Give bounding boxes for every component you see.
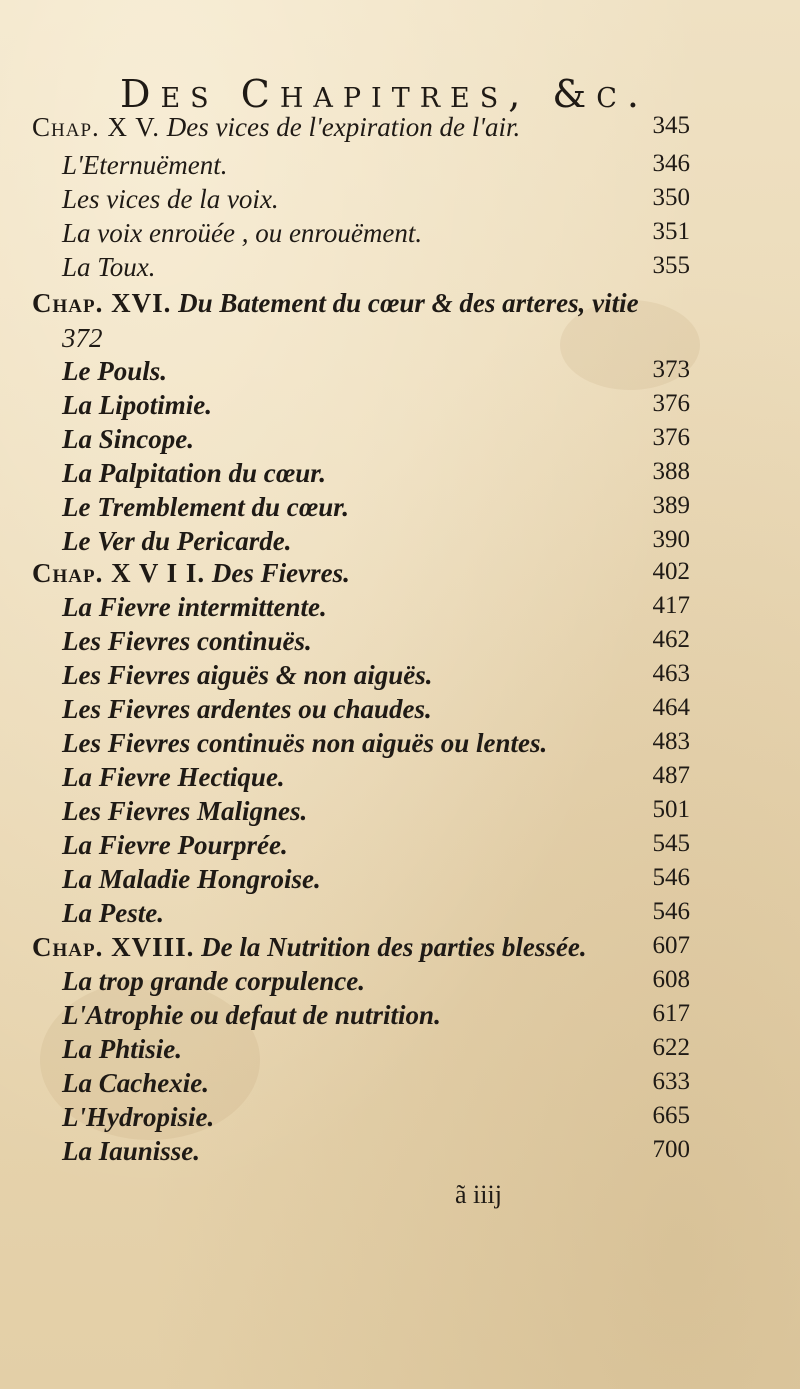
entry-text: Du Batement du cœur & des arteres, vitie (178, 288, 639, 318)
entry-text: La Iaunisse. (62, 1136, 201, 1166)
entry-title (62, 424, 194, 455)
entry-title (62, 323, 103, 354)
entry-title (62, 218, 422, 249)
entry-text: Les vices de la voix. (62, 184, 279, 214)
toc-entry (0, 1136, 800, 1174)
entry-title (62, 184, 279, 215)
entry-text: L'Atrophie ou defaut de nutrition. (62, 1000, 441, 1030)
entry-title (62, 626, 312, 657)
entry-text: Les Fievres Malignes. (62, 796, 308, 826)
toc-entry (0, 424, 800, 462)
entry-text: L'Eternuëment. (62, 150, 228, 180)
page-number: 464 (652, 694, 690, 721)
toc-entry (0, 660, 800, 698)
entry-title (62, 252, 156, 283)
page-number: 462 (652, 626, 690, 653)
entry-title (62, 1034, 182, 1065)
page-number: 608 (652, 966, 690, 993)
chapter-number: Chap. X V I I. (32, 558, 206, 588)
chapter-number: Chap. XVIII. (32, 932, 195, 962)
entry-title (62, 966, 365, 997)
page-number: 501 (652, 796, 690, 823)
entry-title (62, 864, 321, 895)
toc-entry (0, 458, 800, 496)
page-number: 350 (652, 184, 690, 211)
entry-text: La Fievre Hectique. (62, 762, 285, 792)
toc-entry (0, 1068, 800, 1106)
entry-text: Le Pouls. (62, 356, 167, 386)
toc-entry (0, 626, 800, 664)
toc-entry (0, 390, 800, 428)
entry-text: La Palpitation du cœur. (62, 458, 327, 488)
page-number: 389 (652, 492, 690, 519)
signature-mark: ã iiij (455, 1180, 502, 1209)
entry-text: La trop grande corpulence. (62, 966, 365, 996)
entry-text: Les Fievres continuës non aiguës ou lentes. (62, 728, 548, 758)
page-number: 700 (652, 1136, 690, 1163)
toc-entry (0, 252, 800, 290)
entry-title (62, 1000, 441, 1031)
chapter-number: Chap. X V. (32, 112, 161, 142)
toc-entry (0, 762, 800, 800)
entry-title (62, 762, 285, 793)
entry-text: La Maladie Hongroise. (62, 864, 321, 894)
page-number: 388 (652, 458, 690, 485)
entry-title (62, 660, 433, 691)
page-number: 463 (652, 660, 690, 687)
page-number: 351 (652, 218, 690, 245)
entry-text: La Lipotimie. (62, 390, 212, 420)
page-number: 487 (652, 762, 690, 789)
page-number: 376 (652, 390, 690, 417)
toc-entry (0, 1000, 800, 1038)
entry-title (62, 796, 307, 827)
entry-title (32, 932, 587, 963)
entry-text: Les Fievres continuës. (62, 626, 312, 656)
entry-text: La Fievre Pourprée. (62, 830, 288, 860)
chapter-row (0, 558, 800, 596)
page-number: 346 (652, 150, 690, 177)
page-number: 607 (652, 932, 690, 959)
chapter-row (0, 112, 800, 150)
page-number: 665 (652, 1102, 690, 1129)
entry-text: Le Tremblement du cœur. (62, 492, 349, 522)
page-number: 633 (652, 1068, 690, 1095)
entry-title (62, 390, 212, 421)
entry-text: 372 (62, 323, 103, 353)
toc-entry (0, 830, 800, 868)
entry-title (62, 458, 326, 489)
page-number: 345 (652, 112, 690, 139)
chapter-number: Chap. XVI. (32, 288, 172, 318)
chapter-row (0, 932, 800, 970)
toc-entry (0, 1034, 800, 1072)
entry-title (62, 830, 288, 861)
entry-text: La Cachexie. (62, 1068, 209, 1098)
page-number: 546 (652, 864, 690, 891)
entry-title (32, 112, 520, 143)
entry-title (62, 356, 167, 387)
entry-title (62, 1136, 200, 1167)
entry-title (62, 728, 547, 759)
page-number: 402 (652, 558, 690, 585)
entry-text: La Phtisie. (62, 1034, 182, 1064)
page-number: 483 (652, 728, 690, 755)
toc-entry (0, 796, 800, 834)
chapter-row (0, 288, 800, 326)
toc-entry (0, 966, 800, 1004)
entry-title (62, 592, 327, 623)
entry-text: De la Nutrition des parties blessée. (201, 932, 587, 962)
toc-entry (0, 728, 800, 766)
entry-text: La Sincope. (62, 424, 194, 454)
entry-text: La Fievre intermittente. (62, 592, 327, 622)
toc-entry (0, 592, 800, 630)
toc-entry (0, 218, 800, 256)
page-number: 546 (652, 898, 690, 925)
entry-text: La voix enroüée , ou enrouëment. (62, 218, 423, 248)
toc-entry (0, 150, 800, 188)
page-number: 417 (652, 592, 690, 619)
entry-text: La Toux. (62, 252, 156, 282)
entry-text: Des Fievres. (211, 558, 350, 588)
toc-entry (0, 864, 800, 902)
toc-entry (0, 898, 800, 936)
entry-text: Les Fievres ardentes ou chaudes. (62, 694, 432, 724)
entry-title (32, 558, 350, 589)
page-number: 373 (652, 356, 690, 383)
page-number: 376 (652, 424, 690, 451)
toc-entry (0, 694, 800, 732)
page-number: 617 (652, 1000, 690, 1027)
toc-entry (0, 1102, 800, 1140)
entry-title (62, 898, 164, 929)
entry-title (62, 492, 349, 523)
page-number: 622 (652, 1034, 690, 1061)
page-number: 390 (652, 526, 690, 553)
page-number: 545 (652, 830, 690, 857)
entry-text: La Peste. (62, 898, 164, 928)
toc-entry (0, 184, 800, 222)
entry-title (62, 1102, 214, 1133)
toc-entry (0, 492, 800, 530)
entry-text: Des vices de l'expiration de l'air. (166, 112, 521, 142)
entry-title (62, 526, 291, 557)
page-number: 355 (652, 252, 690, 279)
entry-text: Les Fievres aiguës & non aiguës. (62, 660, 433, 690)
entry-title (62, 694, 432, 725)
entry-title (62, 1068, 209, 1099)
entry-text: L'Hydropisie. (62, 1102, 215, 1132)
running-header: Des Chapitres, &c. (120, 72, 649, 116)
entry-title (62, 150, 228, 181)
toc-entry (0, 356, 800, 394)
entry-title (32, 288, 639, 319)
entry-text: Le Ver du Pericarde. (62, 526, 292, 556)
